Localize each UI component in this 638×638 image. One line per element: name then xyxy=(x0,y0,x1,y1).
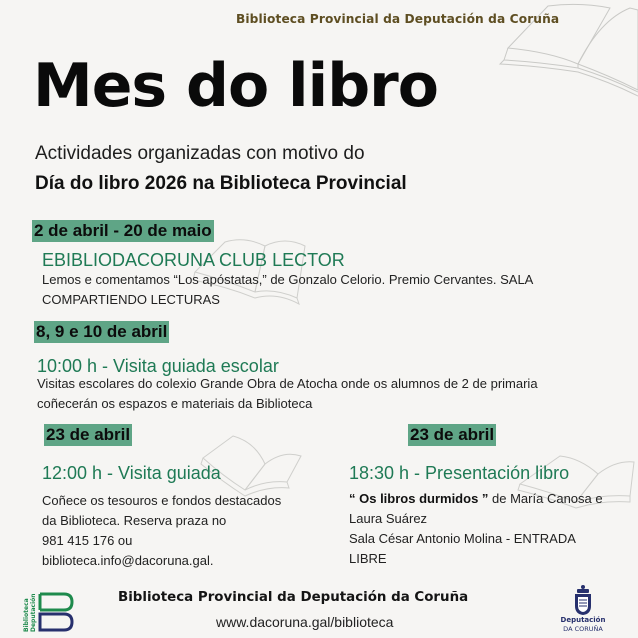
event-2-title: 10:00 h - Visita guiada escolar xyxy=(37,356,279,376)
event-3-desc-line-2: da Biblioteca. Reserva praza no xyxy=(42,513,227,528)
event-3-desc-line-1: Coñece os tesouros e fondos destacados xyxy=(42,493,282,508)
event-4-desc-line-2: Laura Suárez xyxy=(349,511,428,526)
biblioteca-b-logo xyxy=(18,590,78,634)
event-4-desc-line-3: Sala César Antonio Molina - ENTRADA xyxy=(349,531,576,546)
header-organization: Biblioteca Provincial da Deputación da Coruña xyxy=(236,12,560,26)
subtitle-line-2: Día do libro 2026 na Biblioteca Provincial xyxy=(35,173,407,194)
event-3-date-badge: 23 de abril xyxy=(46,425,131,444)
event-4-description xyxy=(349,489,629,569)
event-3-description xyxy=(42,491,302,571)
da-coruna-logo-text: DA CORUÑA xyxy=(563,625,603,633)
event-1-description: Lemos e comentamos “Los apóstatas,” de Gonzalo Celorio. Premio Cervantes. SALA COMPARTIENDO LECTURAS xyxy=(42,272,533,307)
event-4-book-title: “ Os libros durmidos ” xyxy=(349,491,489,506)
event-4-title: 18:30 h - Presentación libro xyxy=(349,463,570,483)
svg-text:Deputación: Deputación xyxy=(30,593,37,632)
event-4-desc-line-4: LIBRE xyxy=(349,551,387,566)
deputacion-logo xyxy=(560,584,606,636)
deputacion-coat-of-arms-icon xyxy=(560,584,606,616)
event-1-title: EBIBLIODACORUNA CLUB LECTOR xyxy=(42,250,345,270)
event-4-desc-line-1 xyxy=(349,489,629,509)
page-title: Mes do libro xyxy=(33,51,438,121)
subtitle-line-1: Actividades organizadas con motivo do xyxy=(35,143,365,164)
footer-website-link[interactable]: www.dacoruna.gal/biblioteca xyxy=(216,614,394,630)
event-3-title: 12:00 h - Visita guiada xyxy=(42,463,221,483)
event-3-email: biblioteca.info@dacoruna.gal. xyxy=(42,553,214,568)
event-4-date-badge: 23 de abril xyxy=(410,425,495,444)
deputacion-logo-text: Deputación xyxy=(560,616,606,624)
event-2-date-badge: 8, 9 e 10 de abril xyxy=(36,322,168,341)
svg-text:Biblioteca: Biblioteca xyxy=(23,598,30,632)
footer-organization: Biblioteca Provincial da Deputación da Coruña xyxy=(118,590,469,605)
event-2-description: Visitas escolares do colexio Grande Obra de Atocha onde os alumnos de 2 de primaria coñecerán os espazos e materiais da Biblioteca xyxy=(37,376,538,411)
event-4-authors-start: de María Canosa e xyxy=(488,491,603,506)
event-3-phone: 981 415 176 ou xyxy=(42,533,133,548)
event-1-date-badge: 2 de abril - 20 de maio xyxy=(34,221,212,240)
